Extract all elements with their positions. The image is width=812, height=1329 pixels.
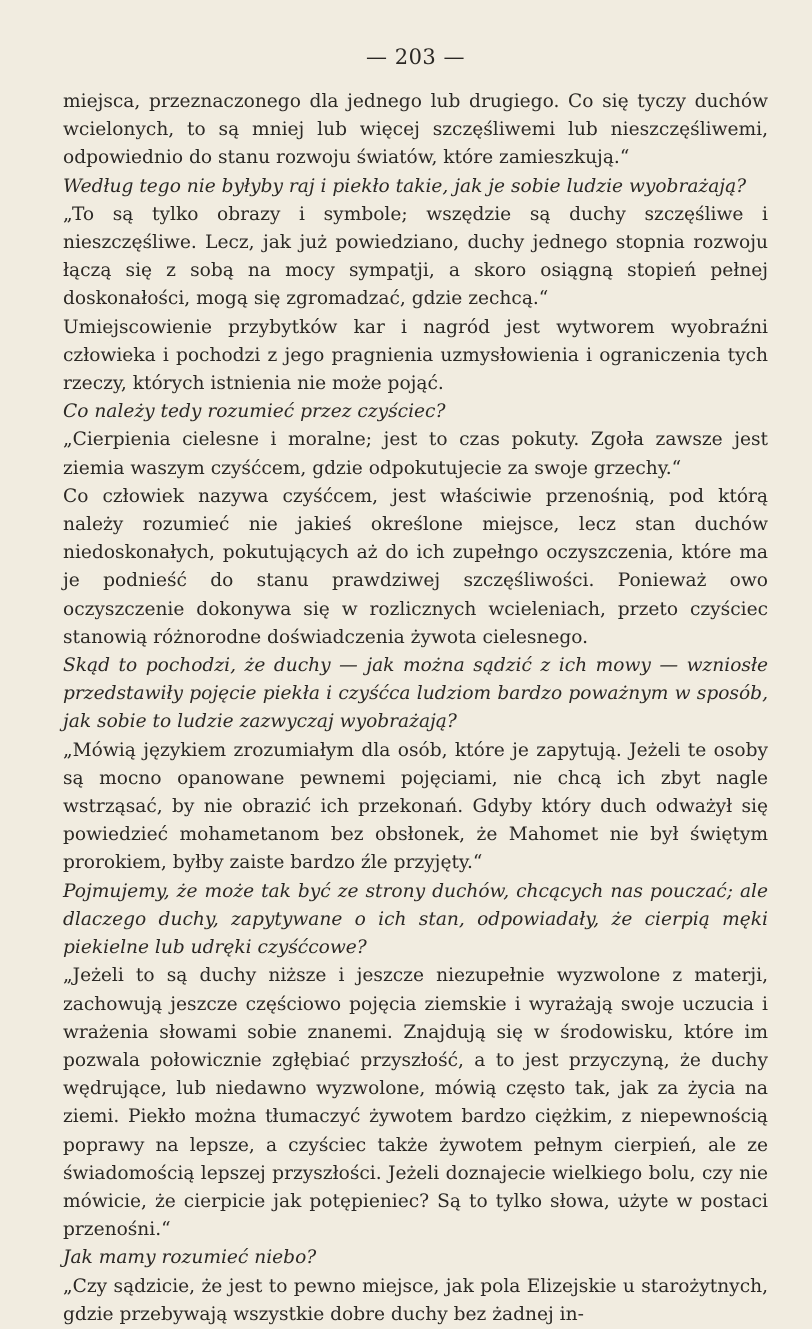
question-torment: Pojmujemy, że może tak być ze strony duchów, chcących nas pouczać; ale dlaczego duchy, zapytywane o ich stan, odpowiadały, że cierpią męki piekielne lub udręki czyśćcowe? bbox=[63, 880, 768, 959]
answer-elysian-fields: „Czy sądzicie, że jest to pewno miejsce, jak pola Elizejskie u starożytnych, gdzie przebywają wszystkie dobre duchy bez żadnej in- bbox=[63, 1275, 768, 1325]
paragraph-localization: Umiejscowienie przybytków kar i nagród jest wytworem wyobraźni człowieka i pochodzi z jego pragnienia uzmysłowienia i ograniczenia tych rzeczy, których istnienia nie może pojąć. bbox=[63, 316, 768, 395]
answer-lower-spirits: „Jeżeli to są duchy niższe i jeszcze niezupełnie wyzwolone z materji, zachowują jeszcze częściowo pojęcia ziemskie i wyrażają swoje uczucia i wrażenia słowami sobie znanemi. Znajdują się w środowisku, które im pozwala połowicznie zgłębiać przyszłość, a to jest przyczyną, że duchy wędrujące, lub niedawno wyzwolone, mówią często tak, jak za życia na ziemi. Piekło można tłumaczyć żywotem bardzo ciężkim, z niepewnością poprawy na lepsze, a czyściec także żywotem pełnym cierpień, ale ze świadomością lepszej przyszłości. Jeżeli doznajecie wielkiego bolu, czy nie mówicie, że cierpicie jak potępieniec? Są to tylko słowa, użyte w postaci przenośni.“ bbox=[63, 965, 768, 1241]
paragraph-continuation: miejsca, przeznaczonego dla jednego lub drugiego. Co się tyczy duchów wcielonych, to są mniej lub więcej szczęśliwemi lub nieszczęśliwemi, odpowiednio do stanu rozwoju światów, które zamieszkują.“ bbox=[63, 91, 768, 169]
paragraph-purgatory-metaphor: Co człowiek nazywa czyśćcem, jest właściwie przenośnią, pod którą należy rozumieć nie jakieś określone miejsce, lecz stan duchów niedoskonałych, pokutujących aż do ich zupełngo oczyszczenia, które ma je podnieść do stanu prawdziwej szczęśliwości. Ponieważ owo oczyszczenie dokonywa się w rozlicznych wcieleniach, przeto czyściec stanowią różnorodne doświadczenia żywota cielesnego. bbox=[63, 485, 768, 648]
answer-suffering: „Cierpienia cielesne i moralne; jest to czas pokuty. Zgoła zawsze jest ziemia waszym czyśćcem, gdzie odpokutujecie za swoje grzechy.“ bbox=[63, 429, 768, 479]
page-number: — 203 — bbox=[366, 45, 465, 69]
question-why-spirits: Skąd to pochodzi, że duchy — jak można sądzić z ich mowy — wzniosłe przedstawiły pojęcie piekła i czyśćca ludziom bardzo poważnym w sposób, jak sobie to ludzie zazwyczaj wyobrażają? bbox=[63, 655, 768, 733]
question-heaven: Jak mamy rozumieć niebo? bbox=[63, 1247, 317, 1269]
answer-language: „Mówią językiem zrozumiałym dla osób, które je zapytują. Jeżeli te osoby są mocno opanowane pewnemi pojęciami, nie chcą ich zbyt nagle wstrząsać, by nie obrazić ich przekonań. Gdyby który duch odważył się powiedzieć mohametanom bez obsłonek, że Mahomet nie był świętym prorokiem, byłby zaiste bardzo źle przyjęty.“ bbox=[63, 739, 768, 874]
question-heaven-hell: Według tego nie byłyby raj i piekło takie, jak je sobie ludzie wyobrażają? bbox=[63, 175, 747, 197]
page-body bbox=[63, 88, 768, 1329]
book-page bbox=[63, 42, 768, 1329]
answer-images-symbols: „To są tylko obrazy i symbole; wszędzie są duchy szczęśliwe i nieszczęśliwe. Lecz, jak już powiedziano, duchy jednego stopnia rozwoju łączą się z sobą na mocy sympatji, a skoro osiągną stopień pełnej doskonałości, mogą się zgromadzać, gdzie zechcą.“ bbox=[63, 203, 768, 310]
question-purgatory: Co należy tedy rozumieć przez czyściec? bbox=[63, 401, 446, 423]
